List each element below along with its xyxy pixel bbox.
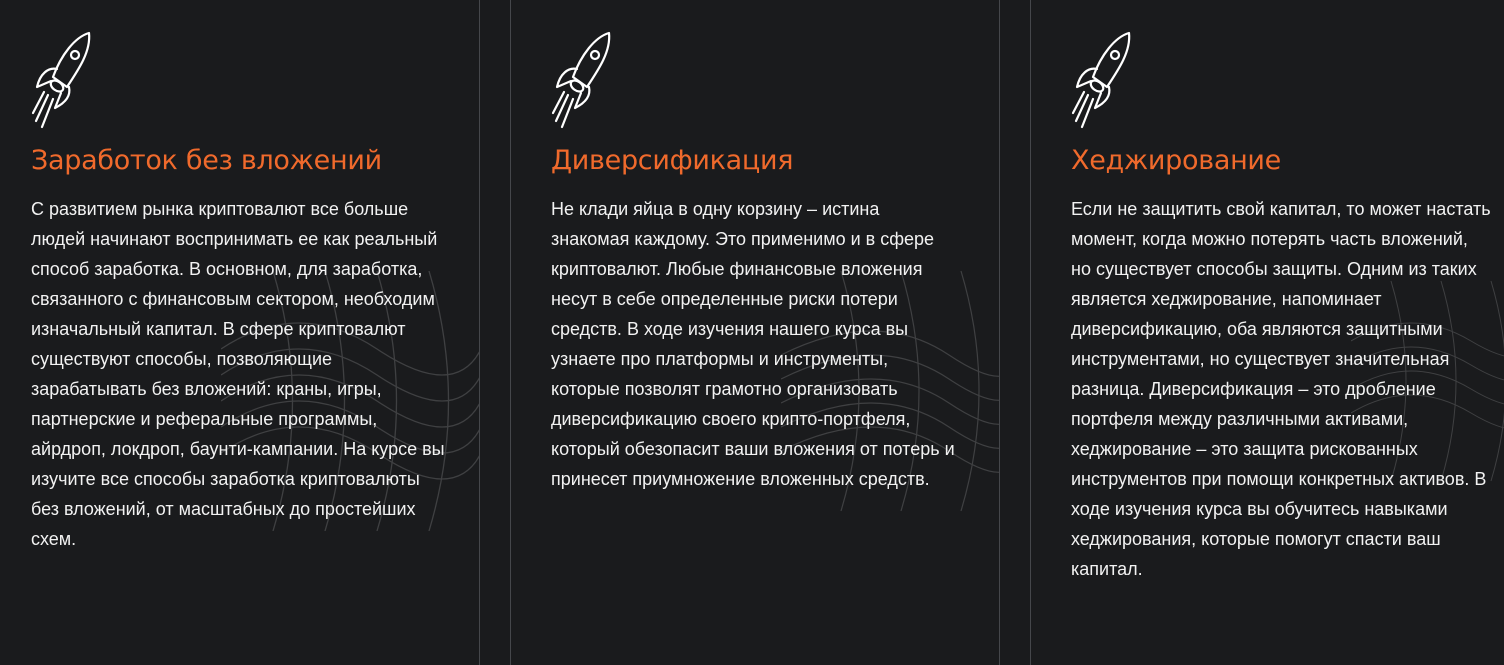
card-title: Заработок без вложений: [31, 145, 382, 176]
card-description: Не клади яйца в одну корзину – истина знакомая каждому. Это применимо и в сфере криптовалют. Любые финансовые вложения несут в себе определенные риски потери средств. В ходе изучения нашего курса вы узнаете про платформы и инструменты, которые позволят грамотно организовать диверсификацию своего крипто-портфеля, который обезопасит ваши вложения от потерь и принесет приумножение вложенных средств.: [551, 199, 955, 489]
card-hedging: [1030, 0, 1504, 665]
rocket-icon: [1071, 29, 1141, 131]
card-diversification: [510, 0, 1000, 665]
card-title: Диверсификация: [551, 145, 794, 176]
rocket-icon: [551, 29, 621, 131]
card-description: С развитием рынка криптовалют все больше людей начинают воспринимать ее как реальный способ заработка. В основном, для заработка, связанного с финансовым сектором, необходим изначальный капитал. В сфере криптовалют существуют способы, позволяющие зарабатывать без вложений: краны, игры, партнерские и реферальные программы, айрдроп, локдроп, баунти-кампании. На курсе вы изучите все способы заработка криптовалюты без вложений, от масштабных до простейших схем.: [31, 199, 445, 549]
card-title: Хеджирование: [1071, 145, 1281, 176]
card-earning-without-investment: [0, 0, 480, 665]
rocket-icon: [31, 29, 101, 131]
card-description: Если не защитить свой капитал, то может настать момент, когда можно потерять часть вложений, но существует способы защиты. Одним из таких является хеджирование, напоминает диверсификацию, оба являются защитными инструментами, но существует значительная разница. Диверсификация – это дробление портфеля между различными активами, хеджирование – это защита рискованных инструментов при помощи конкретных активов. В ходе изучения курса вы обучитесь навыками хеджирования, которые помогут спасти ваш капитал.: [1071, 199, 1491, 579]
